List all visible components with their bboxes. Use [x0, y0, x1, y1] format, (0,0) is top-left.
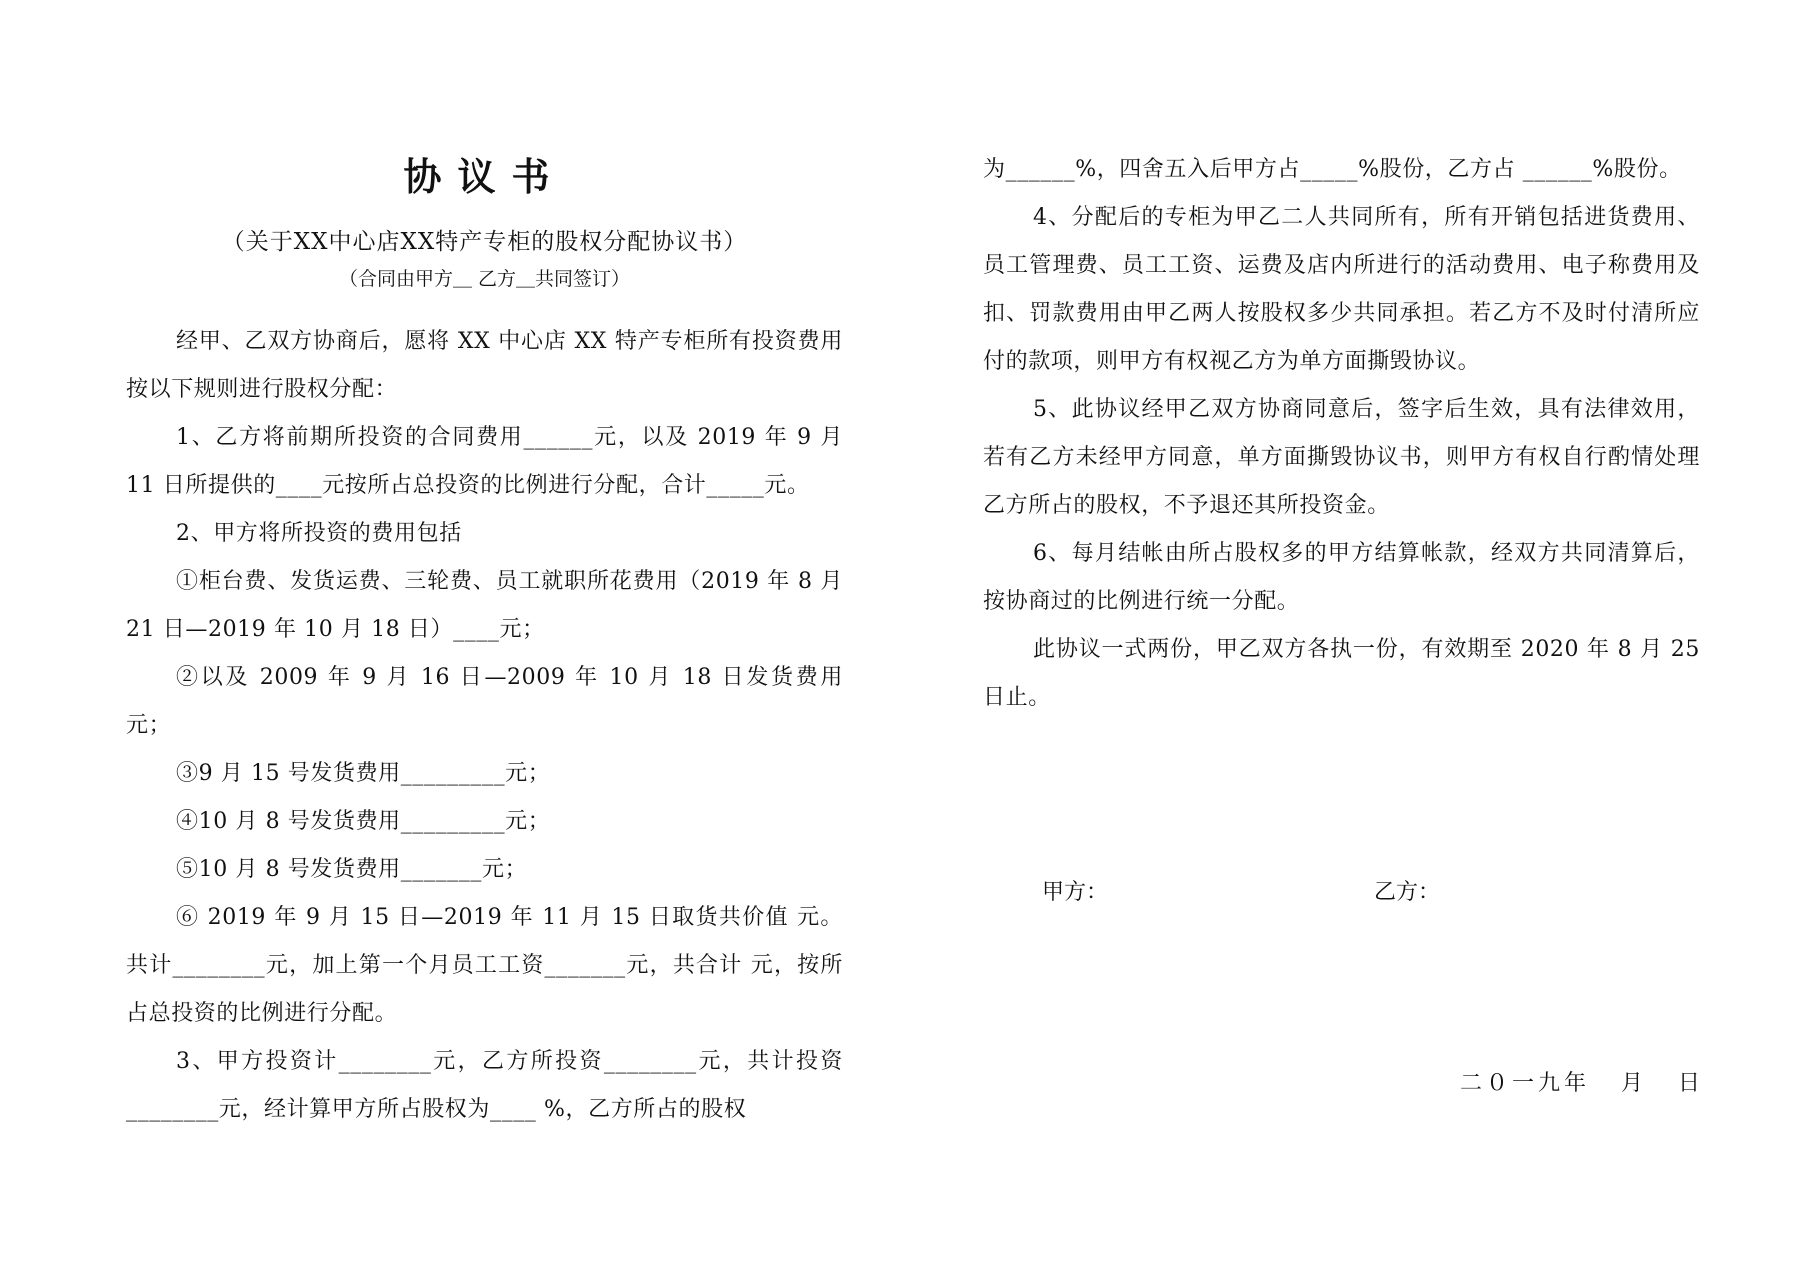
paragraph-item-4: ④10 月 8 号发货费用_________元； [176, 809, 551, 834]
date-line: 二０一九年 月 日 [1460, 1071, 1704, 1096]
paragraph-clause-3: 3、甲方投资计________元，乙方所投资________元，共计投资________元，经计算甲方所占股权为____ %，乙方所占的股权 [126, 1049, 843, 1122]
paragraph-item-3: ③9 月 15 号发货费用_________元； [176, 761, 551, 786]
paragraph-item-5: ⑤10 月 8 号发货费用_______元； [176, 857, 528, 882]
signature-party-a: 甲方： [1042, 880, 1109, 905]
paragraph-clause-3-continued: 为______%，四舍五入后甲方占_____%股份，乙方占 ______%股份。 [983, 157, 1682, 182]
paragraph-clause-4: 4、分配后的专柜为甲乙二人共同所有，所有开销包括进货费用、员工管理费、员工工资、运费及店内所进行的活动费用、电子称费用及扣、罚款费用由甲乙两人按股权多少共同承担。若乙方不及时付清所应付的款项，则甲方有权视乙方为单方面撕毁协议。 [983, 205, 1700, 374]
paragraph-clause-2: 2、甲方将所投资的费用包括 [176, 521, 462, 546]
document-title: 协议书 [403, 154, 566, 199]
paragraph-item-6: ⑥ 2019 年 9 月 15 日—2019 年 11 月 15 日取货共价值 元。共计________元，加上第一个月员工工资_______元，共合计 元，按所占总投资的比例进行分配。 [126, 905, 843, 1026]
signature-party-b: 乙方： [1374, 880, 1441, 905]
paragraph-validity: 此协议一式两份，甲乙双方各执一份，有效期至 2020 年 8 月 25 日止。 [983, 637, 1700, 710]
document-subnote: （合同由甲方＿ 乙方＿共同签订） [338, 268, 631, 290]
left-body [126, 318, 843, 1134]
document-subtitle: （关于XX中心店XX特产专柜的股权分配协议书） [221, 229, 748, 255]
paragraph-intro: 经甲、乙双方协商后，愿将 XX 中心店 XX 特产专柜所有投资费用按以下规则进行股权分配： [126, 329, 843, 402]
paragraph-clause-1: 1、乙方将前期所投资的合同费用______元，以及 2019 年 9 月 11 日所提供的____元按所占总投资的比例进行分配，合计_____元。 [126, 425, 843, 498]
paragraph-clause-5: 5、此协议经甲乙双方协商同意后，签字后生效，具有法律效用，若有乙方未经甲方同意，单方面撕毁协议书，则甲方有权自行酌情处理乙方所占的股权，不予退还其所投资金。 [983, 397, 1700, 518]
paragraph-clause-6: 6、每月结帐由所占股权多的甲方结算帐款，经双方共同清算后，按协商过的比例进行统一分配。 [983, 541, 1700, 614]
right-body [983, 146, 1700, 722]
paragraph-item-2: ②以及 2009 年 9 月 16 日—2009 年 10 月 18 日发货费用 元； [126, 665, 843, 738]
paragraph-item-1: ①柜台费、发货运费、三轮费、员工就职所花费用（2019 年 8 月 21 日—2019 年 10 月 18 日）____元； [126, 569, 843, 642]
